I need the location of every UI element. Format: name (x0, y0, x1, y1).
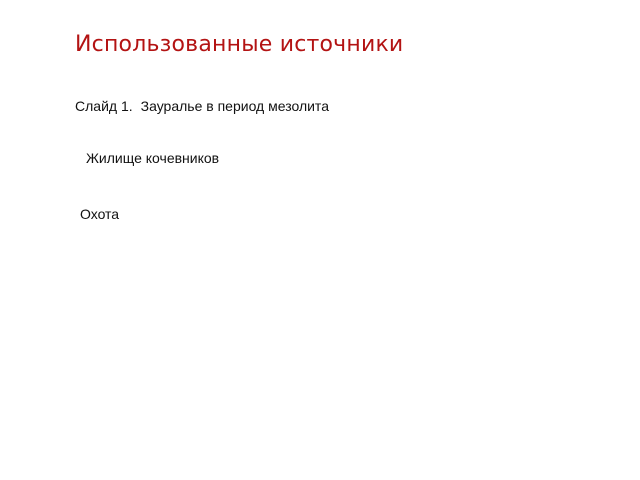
slide-title: Использованные источники (75, 32, 404, 57)
source-slide-label: Слайд 1. (75, 98, 133, 114)
source-item: Жилище кочевников (86, 150, 220, 166)
source-item (75, 98, 329, 114)
source-item: Охота (80, 206, 120, 222)
source-text: Зауралье в период мезолита (140, 98, 329, 114)
